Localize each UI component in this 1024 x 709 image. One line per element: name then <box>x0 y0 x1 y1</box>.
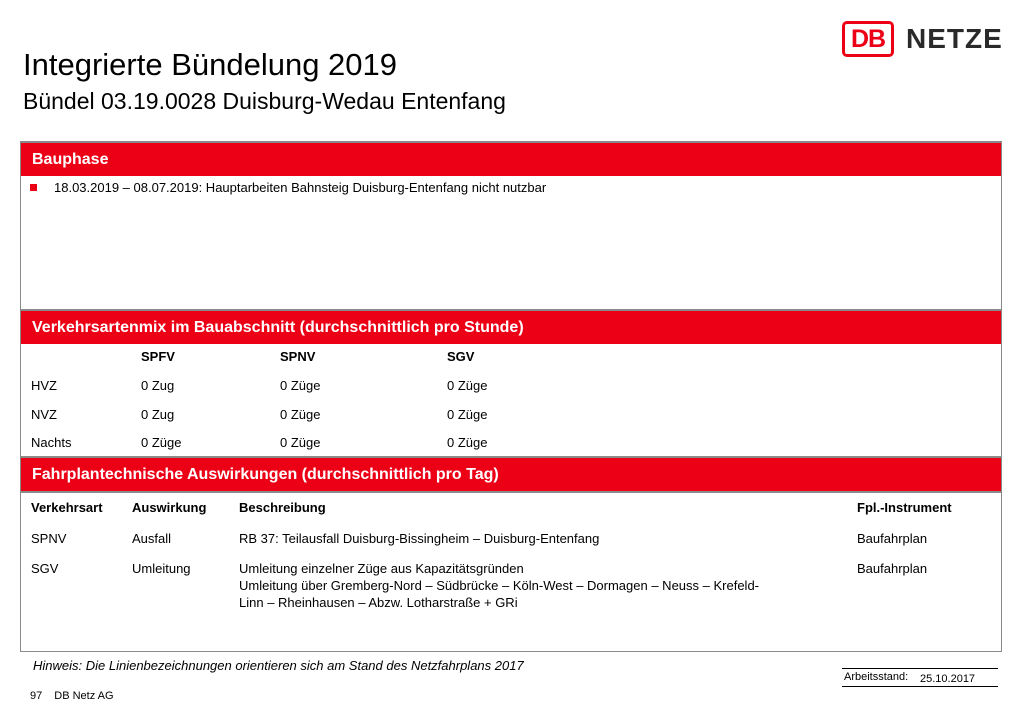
content-frame <box>20 141 1002 652</box>
bauphase-heading: Bauphase <box>21 143 1001 176</box>
nvz-spfv: 0 Zug <box>141 407 175 422</box>
row1-instrument: Baufahrplan <box>857 531 928 546</box>
footer <box>30 690 126 702</box>
col-sgv: SGV <box>447 349 475 364</box>
col-fpl-instrument: Fpl.-Instrument <box>857 500 952 515</box>
row2-auswirkung: Umleitung <box>132 561 191 576</box>
row2-beschreibung-line1: Umleitung einzelner Züge aus Kapazitätsgründen <box>239 561 524 576</box>
nvz-spnv: 0 Züge <box>280 407 321 422</box>
hvz-spfv: 0 Zug <box>141 378 175 393</box>
page-number: 97 <box>30 690 43 702</box>
nachts-sgv: 0 Züge <box>447 435 488 450</box>
section-divider <box>21 491 1001 493</box>
col-auswirkung: Auswirkung <box>132 500 207 515</box>
col-beschreibung: Beschreibung <box>239 500 326 515</box>
row1-verkehrsart: SPNV <box>31 531 67 546</box>
col-spfv: SPFV <box>141 349 175 364</box>
auswirkungen-heading: Fahrplantechnische Auswirkungen (durchschnittlich pro Tag) <box>21 458 1001 491</box>
db-netze-logo <box>842 20 1003 58</box>
db-logo-mark: DB <box>842 21 894 57</box>
page-subtitle: Bündel 03.19.0028 Duisburg-Wedau Entenfang <box>23 88 506 114</box>
netze-logo-text: NETZE <box>906 23 1003 54</box>
arbeitsstand-label: Arbeitsstand: <box>844 671 909 683</box>
arbeitsstand-box <box>842 668 998 687</box>
row-label-hvz: HVZ <box>31 378 57 393</box>
row2-instrument: Baufahrplan <box>857 561 928 576</box>
company-name: DB Netz AG <box>54 690 114 702</box>
bullet-square-icon <box>30 184 37 191</box>
row2-beschreibung-line2: Umleitung über Gremberg-Nord – Südbrücke – Köln-West – Dormagen – Neuss – Krefeld- <box>239 578 759 593</box>
row-label-nvz: NVZ <box>31 407 57 422</box>
row2-beschreibung-line3: Linn – Rheinhausen – Abzw. Lotharstraße + GRi <box>239 595 518 610</box>
hvz-spnv: 0 Züge <box>280 378 321 393</box>
nachts-spnv: 0 Züge <box>280 435 321 450</box>
row1-beschreibung: RB 37: Teilausfall Duisburg-Bissingheim – Duisburg-Entenfang <box>239 531 600 546</box>
hinweis-note: Hinweis: Die Linienbezeichnungen orientieren sich am Stand des Netzfahrplans 2017 <box>33 658 524 673</box>
col-verkehrsart: Verkehrsart <box>31 500 103 515</box>
row1-auswirkung: Ausfall <box>132 531 172 546</box>
row2-verkehrsart: SGV <box>31 561 59 576</box>
col-spnv: SPNV <box>280 349 316 364</box>
arbeitsstand-date: 25.10.2017 <box>920 673 976 685</box>
row-label-nachts: Nachts <box>31 435 72 450</box>
nvz-sgv: 0 Züge <box>447 407 488 422</box>
nachts-spfv: 0 Züge <box>141 435 182 450</box>
page-title: Integrierte Bündelung 2019 <box>23 47 398 82</box>
hvz-sgv: 0 Züge <box>447 378 488 393</box>
verkehrsmix-heading: Verkehrsartenmix im Bauabschnitt (durchschnittlich pro Stunde) <box>21 311 1001 344</box>
bauphase-item: 18.03.2019 – 08.07.2019: Hauptarbeiten Bahnsteig Duisburg-Entenfang nicht nutzbar <box>54 180 547 195</box>
